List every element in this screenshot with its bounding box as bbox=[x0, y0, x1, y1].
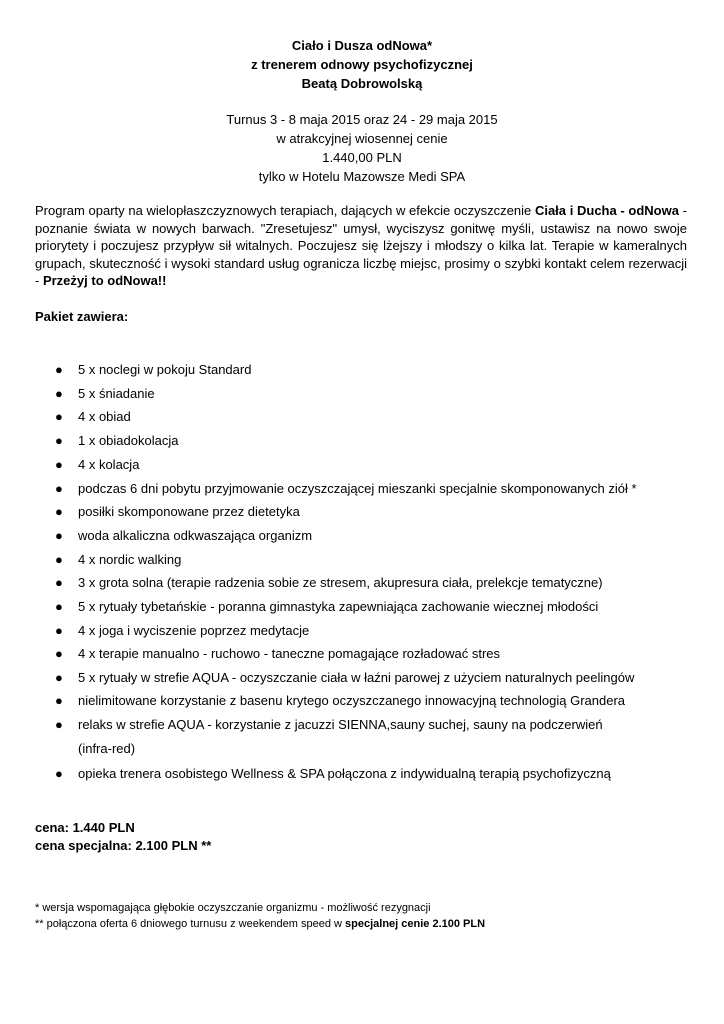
bullet-icon: ● bbox=[55, 433, 63, 448]
offer-price-note: w atrakcyjnej wiosennej cenie bbox=[276, 131, 448, 146]
list-item-text: 1 x obiadokolacja bbox=[78, 433, 179, 448]
list-item-text: (infra-red) bbox=[78, 741, 136, 756]
bullet-icon: ● bbox=[55, 504, 63, 519]
bullet-icon: ● bbox=[55, 457, 63, 472]
list-item-text: 5 x noclegi w pokoju Standard bbox=[78, 362, 252, 377]
bullet-icon: ● bbox=[55, 623, 63, 638]
program-text-2: - poznanie świata w nowych barwach. "Zresetujesz" umysł, wyciszysz gonitwę myśli, ustawisz na nowo swoje priorytety i poczujesz przypływ sił witalnych. Poczujesz się lżejszy i młodszy o kilka lat. Terapie w kameralnych grupach, skuteczność i wysoki standard usług ogranicza liczbę miejsc, prosimy o szybki kontakt celem rezerwacji - bbox=[35, 203, 687, 288]
bullet-icon: ● bbox=[55, 528, 63, 543]
bullet-icon: ● bbox=[55, 386, 63, 401]
bullet-icon: ● bbox=[55, 717, 63, 732]
footnote-2-text: ** połączona oferta 6 dniowego turnusu z weekendem speed w bbox=[35, 918, 346, 930]
bullet-icon: ● bbox=[55, 481, 63, 496]
list-item-text: 5 x rytuały w strefie AQUA - oczyszczanie ciała w łaźni parowej z użyciem naturalnych peelingów bbox=[78, 670, 635, 685]
offer-location: tylko w Hotelu Mazowsze Medi SPA bbox=[258, 169, 466, 184]
list-item-text: 3 x grota solna (terapie radzenia sobie ze stresem, akupresura ciała, prelekcje tematyczne) bbox=[78, 575, 603, 590]
program-bold-1: Ciała i Ducha - odNowa bbox=[534, 203, 679, 218]
title-block bbox=[0, 36, 724, 93]
bullet-icon: ● bbox=[55, 575, 63, 590]
list-item-text: 5 x śniadanie bbox=[78, 386, 155, 401]
footnote-1: * wersja wspomagająca głębokie oczyszczanie organizmu - możliwość rezygnacji bbox=[35, 902, 431, 914]
footnote-2-bold: specjalnej cenie 2.100 PLN bbox=[345, 918, 486, 930]
offer-block bbox=[0, 110, 724, 186]
document-title: Ciało i Dusza odNowa* bbox=[291, 38, 433, 53]
list-item-text: woda alkaliczna odkwaszająca organizm bbox=[78, 528, 313, 543]
bullet-icon: ● bbox=[55, 766, 63, 781]
bullet-icon: ● bbox=[55, 693, 63, 708]
offer-dates: Turnus 3 - 8 maja 2015 oraz 24 - 29 maja 2015 bbox=[226, 112, 498, 127]
price-regular: cena: 1.440 PLN bbox=[35, 820, 135, 835]
program-text-1: Program oparty na wielopłaszczyznowych terapiach, dających w efekcie oczyszczenie bbox=[35, 203, 532, 218]
list-item-text: 4 x kolacja bbox=[78, 457, 140, 472]
bullet-icon: ● bbox=[55, 646, 63, 661]
list-item-text: relaks w strefie AQUA - korzystanie z jacuzzi SIENNA,sauny suchej, sauny na podczerwień bbox=[78, 717, 603, 732]
bullet-icon: ● bbox=[55, 599, 63, 614]
list-item-text: 4 x joga i wyciszenie poprzez medytacje bbox=[78, 623, 310, 638]
price-block bbox=[35, 819, 211, 855]
bullet-icon: ● bbox=[55, 362, 63, 377]
program-bold-2: Przeżyj to odNowa!! bbox=[42, 273, 167, 288]
list-item-text: nielimitowane korzystanie z basenu krytego oczyszczanego innowacyjną technologią Grandera bbox=[78, 693, 626, 708]
program-paragraph bbox=[35, 202, 687, 290]
list-item-text: 4 x obiad bbox=[78, 409, 131, 424]
footnote-2 bbox=[35, 916, 485, 932]
offer-price: 1.440,00 PLN bbox=[322, 150, 402, 165]
list-item-text: posiłki skomponowane przez dietetyka bbox=[78, 504, 300, 519]
list-item-text: 4 x terapie manualno - ruchowo - taneczne pomagające rozładować stres bbox=[78, 646, 501, 661]
list-item-text: 4 x nordic walking bbox=[78, 552, 182, 567]
trainer-name: Beatą Dobrowolską bbox=[301, 76, 423, 91]
title-subtitle: z trenerem odnowy psychofizycznej bbox=[251, 57, 473, 72]
bullet-icon: ● bbox=[55, 409, 63, 424]
list-item-text: opieka trenera osobistego Wellness & SPA połączona z indywidualną terapią psychofizyczną bbox=[78, 766, 611, 781]
bullet-icon: ● bbox=[55, 670, 63, 685]
package-heading: Pakiet zawiera: bbox=[35, 309, 129, 324]
price-special: cena specjalna: 2.100 PLN ** bbox=[35, 838, 212, 853]
list-item-text: podczas 6 dni pobytu przyjmowanie oczyszczającej mieszanki specjalnie skomponowanych ziół * bbox=[78, 481, 637, 496]
list-item-text: 5 x rytuały tybetańskie - poranna gimnastyka zapewniająca zachowanie wiecznej młodości bbox=[78, 599, 599, 614]
footnotes bbox=[35, 900, 485, 932]
bullet-icon: ● bbox=[55, 552, 63, 567]
